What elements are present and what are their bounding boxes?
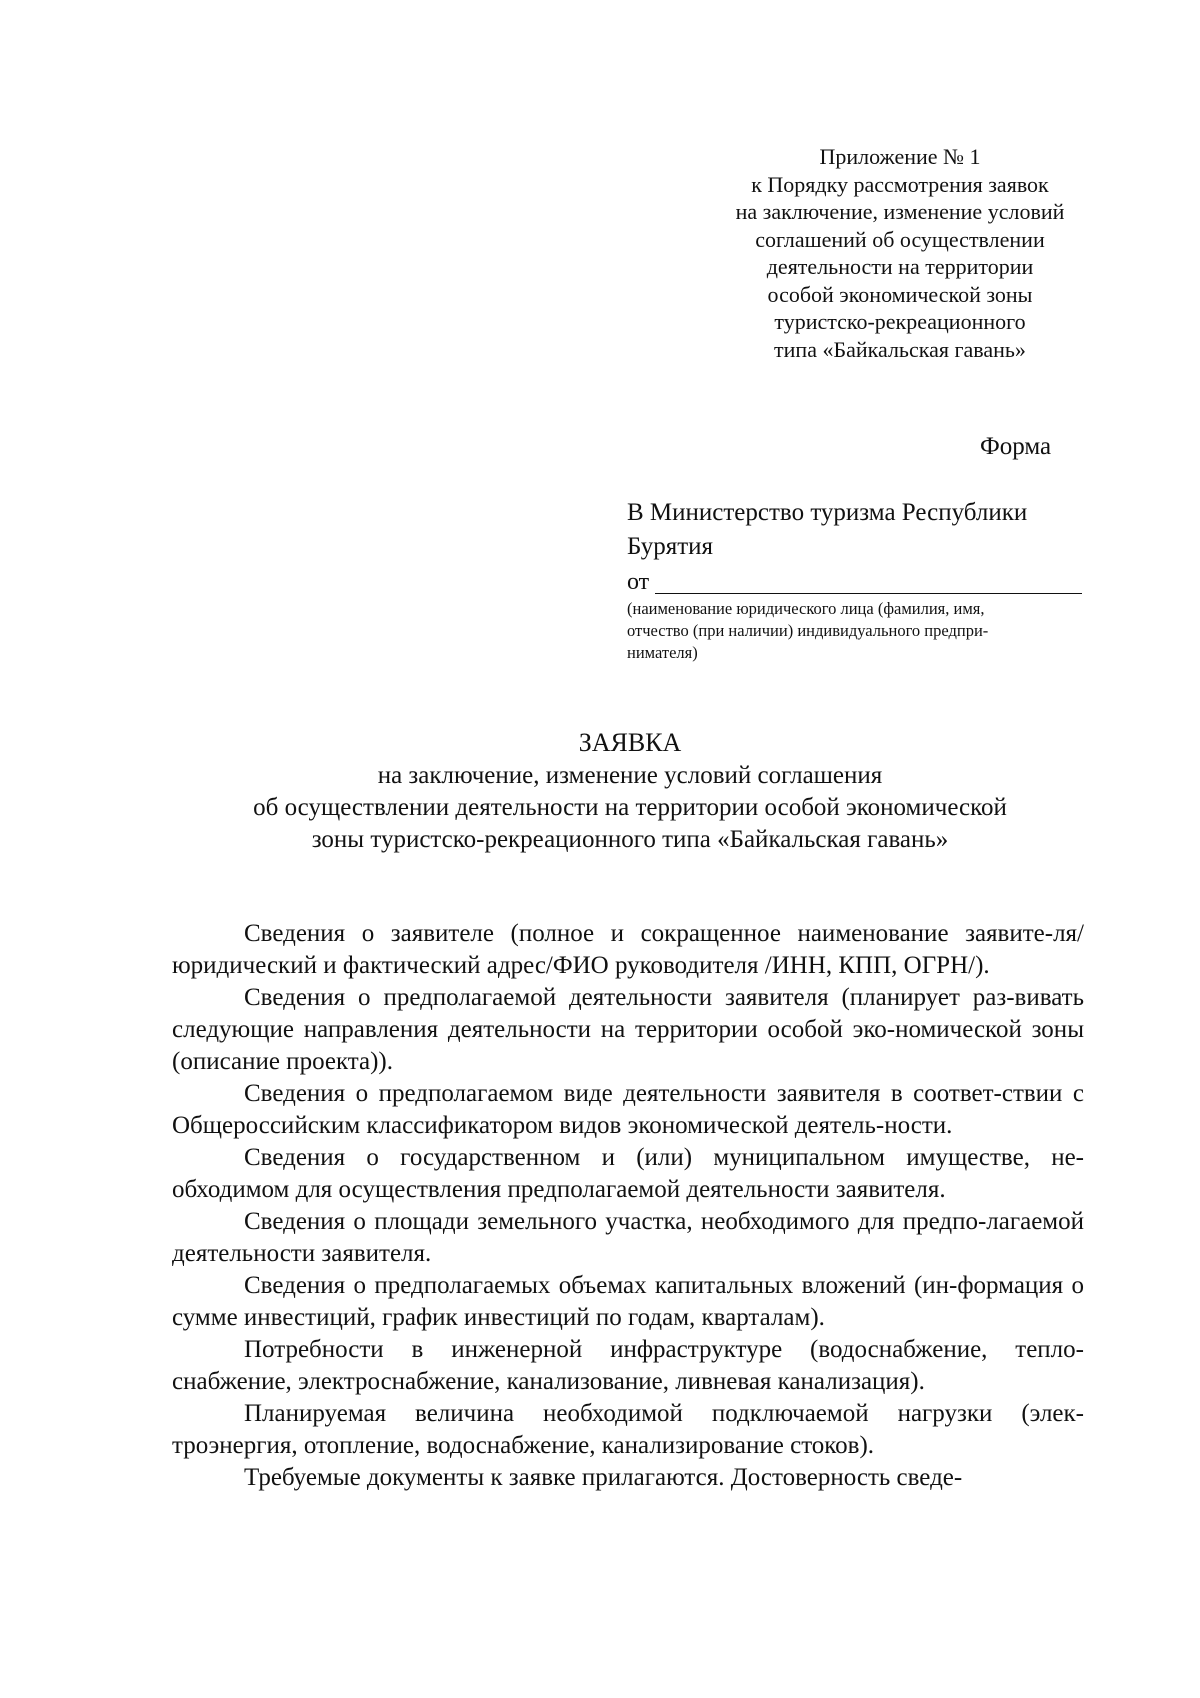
title-main: ЗАЯВКА <box>578 728 682 757</box>
appendix-line: Приложение № 1 <box>819 144 981 169</box>
from-label: от <box>627 569 650 595</box>
hint-line: (наименование юридического лица (фамилия, имя, <box>627 599 985 618</box>
appendix-line: соглашений об осуществлении <box>755 226 1045 252</box>
title-line: на заключение, изменение условий соглашения <box>377 762 883 789</box>
document-title <box>100 727 1160 856</box>
title-line: зоны туристско-рекреационного типа «Байкальская гавань» <box>311 826 949 853</box>
paragraph: Сведения о площади земельного участка, необходимого для предпо-лагаемой деятельности заявителя. <box>172 1208 1084 1267</box>
title-line: об осуществлении деятельности на территории особой экономической <box>253 794 1007 821</box>
appendix-line: на заключение, изменение условий <box>735 199 1065 224</box>
form-label: Форма <box>980 433 1052 460</box>
from-row <box>627 564 1087 596</box>
appendix-line: особой экономической зоны <box>767 281 1033 307</box>
body-text <box>172 918 1084 1494</box>
appendix-line: к Порядку рассмотрения заявок <box>751 171 1049 197</box>
applicant-name-blank[interactable] <box>655 569 1082 594</box>
addressee-block <box>627 496 1087 664</box>
paragraph: Планируемая величина необходимой подключаемой нагрузки (элек-троэнергия, отопление, водоснабжение, канализирование стоков). <box>172 1400 1084 1459</box>
hint-line: нимателя) <box>627 643 698 662</box>
appendix-line: типа «Байкальская гавань» <box>774 336 1026 362</box>
hint-line: отчество (при наличии) индивидуального предпри- <box>627 621 989 640</box>
paragraph: Сведения о предполагаемых объемах капитальных вложений (ин-формация о сумме инвестиций, график инвестиций по годам, кварталам). <box>172 1272 1084 1331</box>
paragraph: Потребности в инженерной инфраструктуре (водоснабжение, тепло-снабжение, электроснабжение, канализование, ливневая канализация). <box>172 1336 1084 1395</box>
paragraph: Сведения о предполагаемой деятельности заявителя (планирует раз-вивать следующие направления деятельности на территории особой эко-номической зоны (описание проекта)). <box>172 984 1084 1075</box>
applicant-name-hint <box>627 598 1087 664</box>
addressee-line: В Министерство туризма Республики <box>627 499 1028 526</box>
addressee-line: Бурятия <box>627 533 714 560</box>
paragraph: Сведения о государственном и (или) муниципальном имуществе, не-обходимом для осуществления предполагаемой деятельности заявителя. <box>172 1144 1084 1203</box>
paragraph: Требуемые документы к заявке прилагаются. Достоверность сведе- <box>244 1464 963 1491</box>
appendix-line: деятельности на территории <box>766 254 1034 279</box>
paragraph: Сведения о заявителе (полное и сокращенное наименование заявите-ля/юридический и фактический адрес/ФИО руководителя /ИНН, КПП, ОГРН/). <box>172 920 1084 979</box>
appendix-block <box>700 143 1100 363</box>
paragraph: Сведения о предполагаемом виде деятельности заявителя в соответ-ствии с Общероссийским классификатором видов экономической деятель-ности. <box>172 1080 1084 1139</box>
appendix-line: туристско-рекреационного <box>774 309 1026 334</box>
